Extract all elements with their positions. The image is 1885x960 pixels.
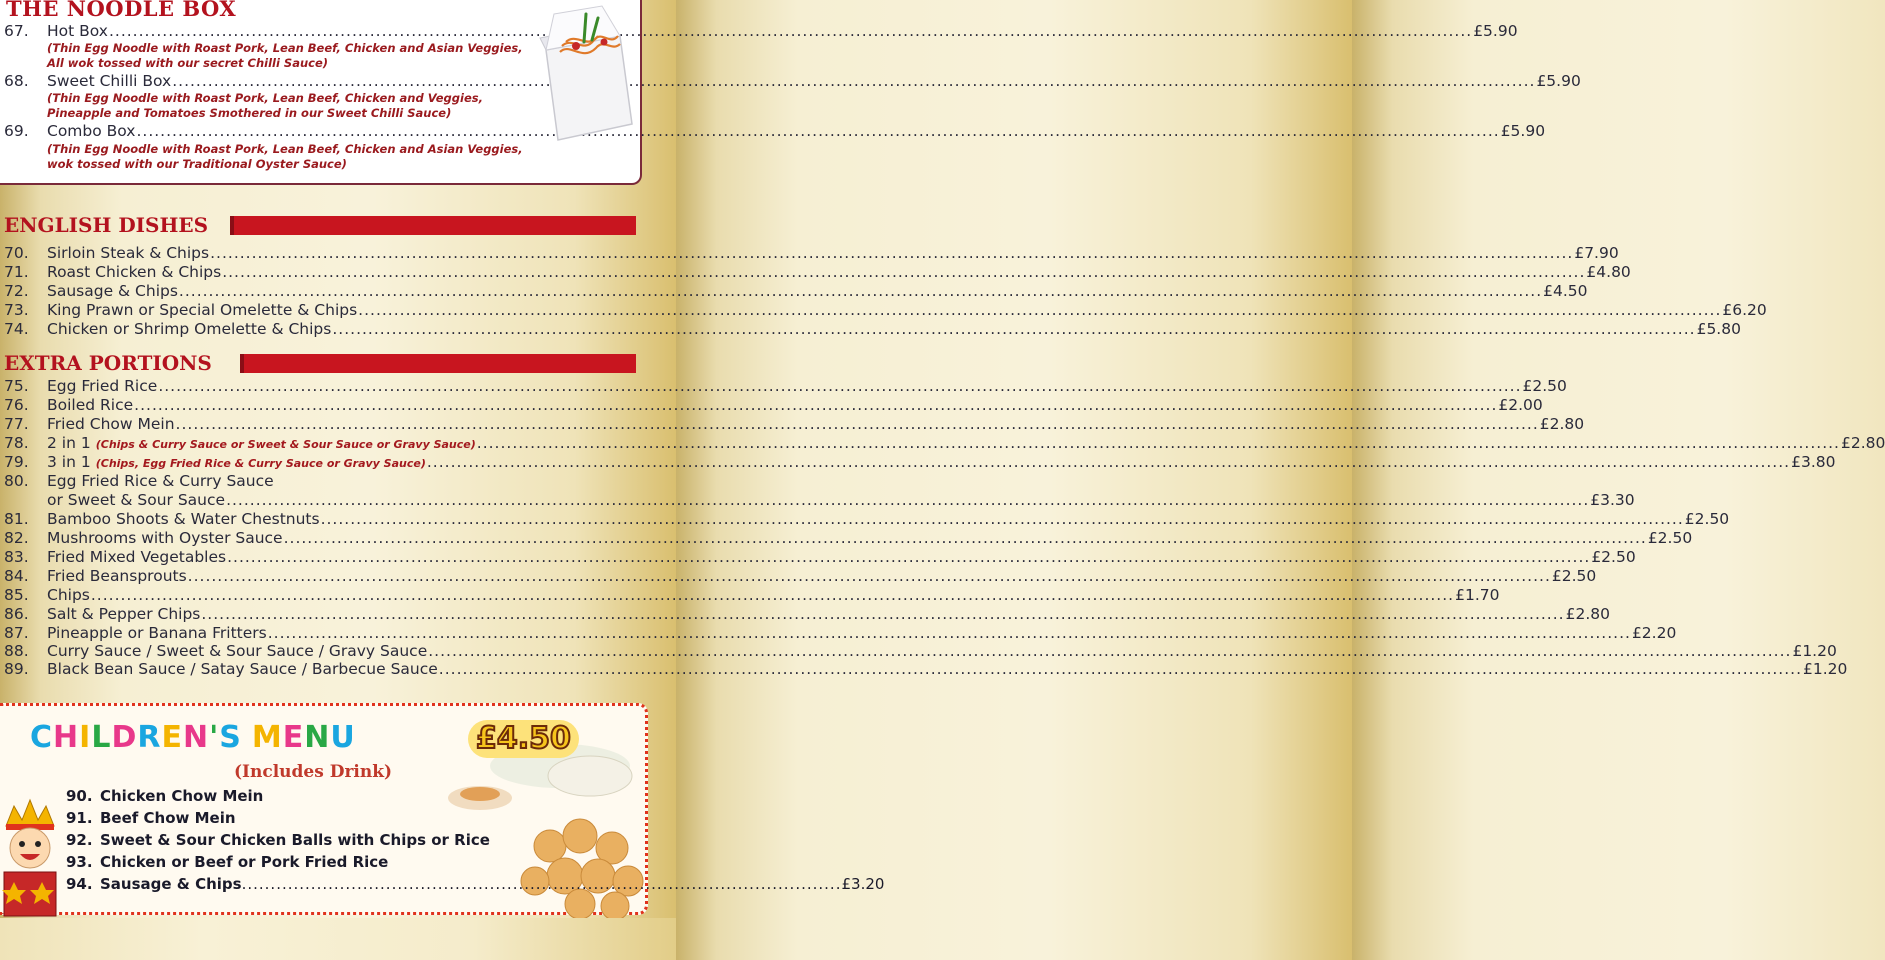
title-letter: ' bbox=[209, 720, 220, 755]
item-name: Mushrooms with Oyster Sauce bbox=[47, 529, 283, 547]
item-name: Curry Sauce / Sweet & Sour Sauce / Gravy Sauce bbox=[47, 642, 428, 660]
item-number: 76. bbox=[4, 396, 29, 414]
item-number: 67. bbox=[4, 22, 29, 40]
item-number: 89. bbox=[4, 660, 29, 678]
item-price: £1.70 bbox=[1455, 586, 1500, 604]
item-name: 2 in 1 bbox=[47, 434, 91, 452]
item-name: Egg Fried Rice bbox=[47, 377, 158, 395]
item-price: £2.80 bbox=[1565, 605, 1610, 623]
title-letter: E bbox=[282, 720, 305, 755]
kids-menu-item bbox=[66, 853, 388, 871]
item-number: 83. bbox=[4, 548, 29, 566]
title-letter: R bbox=[137, 720, 162, 755]
noodle-box-image bbox=[532, 6, 636, 144]
item-name: Fried Mixed Vegetables bbox=[47, 548, 227, 566]
item-name: Hot Box bbox=[47, 22, 108, 40]
item-number: 85. bbox=[4, 586, 29, 604]
title-letter: C bbox=[30, 720, 54, 755]
noodle-box-section bbox=[0, 0, 1581, 185]
item-number: 90. bbox=[66, 787, 93, 805]
item-price: £5.90 bbox=[1536, 72, 1581, 90]
item-price: £4.50 bbox=[1543, 282, 1588, 300]
item-name: Egg Fried Rice & Curry Sauce bbox=[47, 472, 274, 490]
item-name: Beef Chow Mein bbox=[100, 809, 236, 827]
item-price: £1.20 bbox=[1803, 660, 1848, 678]
item-number: 93. bbox=[66, 853, 93, 871]
item-price: £3.80 bbox=[1791, 453, 1836, 471]
item-description: (Thin Egg Noodle with Roast Pork, Lean Beef, Chicken and Asian Veggies, bbox=[47, 41, 523, 55]
item-price: £5.90 bbox=[1500, 122, 1546, 140]
title-letter: S bbox=[219, 720, 242, 755]
kids-menu-item bbox=[66, 831, 490, 849]
item-price: £6.20 bbox=[1722, 301, 1767, 319]
item-number: 77. bbox=[4, 415, 29, 433]
item-price: £2.00 bbox=[1498, 396, 1543, 414]
item-number: 84. bbox=[4, 567, 29, 585]
item-number: 68. bbox=[4, 72, 29, 90]
item-name: Pineapple or Banana Fritters bbox=[47, 624, 267, 642]
item-description: (Thin Egg Noodle with Roast Pork, Lean Beef, Chicken and Veggies, bbox=[47, 91, 483, 105]
item-number: 94. bbox=[66, 875, 93, 893]
item-name: Fried Chow Mein bbox=[47, 415, 175, 433]
item-name: Combo Box bbox=[47, 122, 136, 140]
title-letter: N bbox=[304, 720, 331, 755]
item-name: Sausage & Chips bbox=[100, 875, 242, 893]
title-letter: U bbox=[330, 720, 356, 755]
title-letter: H bbox=[53, 720, 80, 755]
item-name: Sausage & Chips bbox=[47, 282, 178, 300]
childrens-menu-title bbox=[30, 720, 356, 755]
item-name: Fried Beansprouts bbox=[47, 567, 187, 585]
item-price: £2.50 bbox=[1522, 377, 1567, 395]
title-letter: L bbox=[91, 720, 112, 755]
item-price: £3.30 bbox=[1590, 491, 1635, 509]
item-name: Boiled Rice bbox=[47, 396, 134, 414]
childrens-menu-price: £4.50 bbox=[468, 720, 579, 758]
item-number: 91. bbox=[66, 809, 93, 827]
jester-mascot-image bbox=[0, 786, 60, 921]
title-letter: D bbox=[111, 720, 138, 755]
noodle-box-title: THE NOODLE BOX bbox=[6, 0, 237, 21]
item-number: 73. bbox=[4, 301, 29, 319]
item-description: (Thin Egg Noodle with Roast Pork, Lean Beef, Chicken and Asian Veggies, bbox=[47, 142, 523, 156]
item-number: 79. bbox=[4, 453, 29, 471]
item-name: Sweet Chilli Box bbox=[47, 72, 172, 90]
item-description: wok tossed with our Traditional Oyster Sauce) bbox=[47, 157, 347, 171]
item-price: £2.80 bbox=[1840, 434, 1885, 452]
item-number: 92. bbox=[66, 831, 93, 849]
item-price: £2.50 bbox=[1684, 510, 1730, 528]
item-price: £2.50 bbox=[1647, 529, 1693, 547]
kids-menu-item bbox=[66, 809, 236, 827]
includes-drink-note: (Includes Drink) bbox=[234, 762, 393, 782]
item-name: King Prawn or Special Omelette & Chips bbox=[47, 301, 358, 319]
item-price: £2.20 bbox=[1631, 624, 1677, 642]
item-subtext: (Chips, Egg Fried Rice & Curry Sauce or Gravy Sauce) bbox=[95, 457, 426, 470]
item-number: 69. bbox=[4, 122, 29, 140]
item-name: Black Bean Sauce / Satay Sauce / Barbecue Sauce bbox=[47, 660, 438, 678]
item-number: 75. bbox=[4, 377, 29, 395]
item-price: £7.90 bbox=[1574, 244, 1619, 262]
item-price: £5.90 bbox=[1473, 22, 1518, 40]
item-description: Pineapple and Tomatoes Smothered in our Sweet Chilli Sauce) bbox=[47, 106, 452, 120]
heading-bar bbox=[230, 216, 636, 235]
item-number: 78. bbox=[4, 434, 29, 452]
english-dishes-heading bbox=[4, 213, 640, 243]
item-name: Sirloin Steak & Chips bbox=[47, 244, 210, 262]
title-letter: E bbox=[161, 720, 183, 755]
item-number: 70. bbox=[4, 244, 29, 262]
item-number: 71. bbox=[4, 263, 29, 281]
section-title: ENGLISH DISHES bbox=[4, 213, 209, 237]
item-name: Chicken or Beef or Pork Fried Rice bbox=[100, 853, 389, 871]
item-subtext: (Chips & Curry Sauce or Sweet & Sour Sauce or Gravy Sauce) bbox=[95, 438, 476, 451]
item-name: Chips bbox=[47, 586, 90, 604]
kids-menu-item bbox=[66, 787, 263, 805]
item-name: 3 in 1 bbox=[47, 453, 91, 471]
item-number: 80. bbox=[4, 472, 29, 490]
item-name: Salt & Pepper Chips bbox=[47, 605, 201, 623]
item-name: Bamboo Shoots & Water Chestnuts bbox=[47, 510, 320, 528]
title-letter: N bbox=[182, 720, 210, 755]
item-number: 82. bbox=[4, 529, 29, 547]
heading-bar bbox=[240, 354, 636, 373]
item-number: 88. bbox=[4, 642, 29, 660]
kids-menu-item: 94. Sausage & Chips ........................................................................................................ £3.20 bbox=[66, 875, 885, 893]
item-price: £5.80 bbox=[1696, 320, 1741, 338]
item-number: 81. bbox=[4, 510, 29, 528]
item-name: Roast Chicken & Chips bbox=[47, 263, 222, 281]
item-number: 87. bbox=[4, 624, 29, 642]
item-number: 74. bbox=[4, 320, 29, 338]
title-letter: I bbox=[79, 720, 92, 755]
section-title: EXTRA PORTIONS bbox=[4, 351, 212, 375]
item-price: £2.50 bbox=[1591, 548, 1636, 566]
page-footer-area bbox=[0, 918, 676, 960]
item-price: £3.20 bbox=[841, 875, 885, 893]
item-name: or Sweet & Sour Sauce bbox=[47, 491, 226, 509]
item-name: Chicken Chow Mein bbox=[100, 787, 264, 805]
item-name: Sweet & Sour Chicken Balls with Chips or Rice bbox=[100, 831, 490, 849]
item-price: £2.80 bbox=[1539, 415, 1585, 433]
childrens-menu-section bbox=[0, 703, 885, 915]
item-number: 86. bbox=[4, 605, 29, 623]
item-name: Chicken or Shrimp Omelette & Chips bbox=[47, 320, 332, 338]
item-price: £4.80 bbox=[1586, 263, 1631, 281]
item-price: £2.50 bbox=[1551, 567, 1597, 585]
item-price: £1.20 bbox=[1792, 642, 1837, 660]
item-description: All wok tossed with our secret Chilli Sauce) bbox=[47, 56, 329, 70]
title-letter: M bbox=[251, 720, 283, 755]
item-number: 72. bbox=[4, 282, 29, 300]
